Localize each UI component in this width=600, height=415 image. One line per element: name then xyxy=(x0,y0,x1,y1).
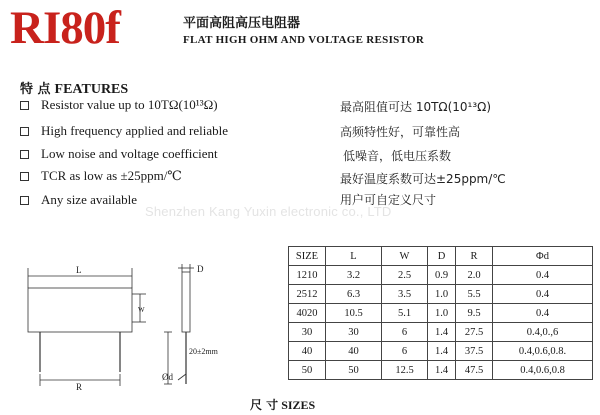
table-cell: 12.5 xyxy=(382,361,428,380)
table-cell: 1.4 xyxy=(428,323,456,342)
resistor-side-view xyxy=(182,272,190,332)
feature-item xyxy=(20,95,218,115)
table-row xyxy=(289,342,593,361)
product-title-en: FLAT HIGH OHM AND VOLTAGE RESISTOR xyxy=(183,34,425,46)
sizes-heading-cn: 尺 寸 xyxy=(250,398,279,412)
table-cell: 0.4 xyxy=(493,266,593,285)
table-row xyxy=(289,361,593,380)
checkbox-icon xyxy=(20,127,29,136)
table-cell: 0.4,0.,6 xyxy=(493,323,593,342)
table-cell: 1210 xyxy=(289,266,326,285)
product-model: RI80f xyxy=(10,2,120,54)
label-d: D xyxy=(197,264,204,274)
label-lead-length: 20±2mm xyxy=(189,347,218,356)
feature-text-en: Any size available xyxy=(41,192,138,207)
column-header: L xyxy=(326,247,382,266)
table-cell: 50 xyxy=(289,361,326,380)
table-cell: 47.5 xyxy=(456,361,493,380)
table-cell: 37.5 xyxy=(456,342,493,361)
table-cell: 6.3 xyxy=(326,285,382,304)
table-cell: 2.0 xyxy=(456,266,493,285)
feature-item xyxy=(20,166,182,186)
table-row xyxy=(289,323,593,342)
checkbox-icon xyxy=(20,172,29,181)
feature-text-cn: 高频特性好，可靠性高 xyxy=(340,125,461,139)
table-row xyxy=(289,266,593,285)
features-heading-cn: 特 点 xyxy=(20,82,51,97)
feature-text-en: TCR as low as ±25ppm/℃ xyxy=(41,168,182,183)
feature-text-en: High frequency applied and reliable xyxy=(41,123,228,138)
table-cell: 2.5 xyxy=(382,266,428,285)
table-cell: 9.5 xyxy=(456,304,493,323)
table-cell: 5.1 xyxy=(382,304,428,323)
resistor-body xyxy=(28,288,132,332)
feature-text-en: Low noise and voltage coefficient xyxy=(41,146,218,161)
feature-text-cn: 低噪音，低电压系数 xyxy=(343,149,452,163)
feature-text-cn: 最好温度系数可达±25ppm/℃ xyxy=(340,172,506,186)
column-header: R xyxy=(456,247,493,266)
sizes-heading xyxy=(250,396,315,413)
table-cell: 0.4,0.6,0.8 xyxy=(493,361,593,380)
table-cell: 3.5 xyxy=(382,285,428,304)
table-cell: 40 xyxy=(289,342,326,361)
resistor-dimension-diagram xyxy=(18,262,248,400)
column-header: W xyxy=(382,247,428,266)
table-cell: 1.4 xyxy=(428,361,456,380)
feature-text-cn: 最高阻值可达 10TΩ(10¹³Ω) xyxy=(340,100,492,114)
feature-item xyxy=(20,190,137,210)
label-lead-diameter: Ød xyxy=(162,372,173,382)
table-cell: 30 xyxy=(289,323,326,342)
table-cell: 5.5 xyxy=(456,285,493,304)
table-cell: 0.4 xyxy=(493,285,593,304)
table-header-row xyxy=(289,247,593,266)
table-cell: 0.4,0.6,0.8. xyxy=(493,342,593,361)
table-cell: 1.0 xyxy=(428,304,456,323)
column-header: SIZE xyxy=(289,247,326,266)
company-watermark: Shenzhen Kang Yuxin electronic co., LTD xyxy=(145,204,392,219)
table-cell: 1.4 xyxy=(428,342,456,361)
table-cell: 0.4 xyxy=(493,304,593,323)
table-cell: 10.5 xyxy=(326,304,382,323)
table-cell: 27.5 xyxy=(456,323,493,342)
column-header: Φd xyxy=(493,247,593,266)
label-r: R xyxy=(76,382,83,392)
sizes-table xyxy=(288,246,593,380)
table-cell: 6 xyxy=(382,323,428,342)
table-row xyxy=(289,304,593,323)
label-w: W xyxy=(138,306,145,314)
feature-text-cn: 用户可自定义尺寸 xyxy=(340,193,437,207)
table-cell: 3.2 xyxy=(326,266,382,285)
feature-item xyxy=(20,121,228,141)
table-cell: 50 xyxy=(326,361,382,380)
table-cell: 40 xyxy=(326,342,382,361)
checkbox-icon xyxy=(20,150,29,159)
table-cell: 1.0 xyxy=(428,285,456,304)
table-cell: 0.9 xyxy=(428,266,456,285)
product-title-cn: 平面高阻高压电阻器 xyxy=(183,16,301,31)
column-header: D xyxy=(428,247,456,266)
sizes-heading-en: SIZES xyxy=(281,398,316,412)
features-heading-en: FEATURES xyxy=(54,82,129,97)
feature-item xyxy=(20,144,218,164)
table-row xyxy=(289,285,593,304)
table-cell: 6 xyxy=(382,342,428,361)
table-cell: 4020 xyxy=(289,304,326,323)
checkbox-icon xyxy=(20,196,29,205)
table-cell: 30 xyxy=(326,323,382,342)
table-cell: 2512 xyxy=(289,285,326,304)
checkbox-icon xyxy=(20,101,29,110)
label-l: L xyxy=(76,265,82,275)
feature-text-en: Resistor value up to 10TΩ(10¹³Ω) xyxy=(41,97,218,112)
